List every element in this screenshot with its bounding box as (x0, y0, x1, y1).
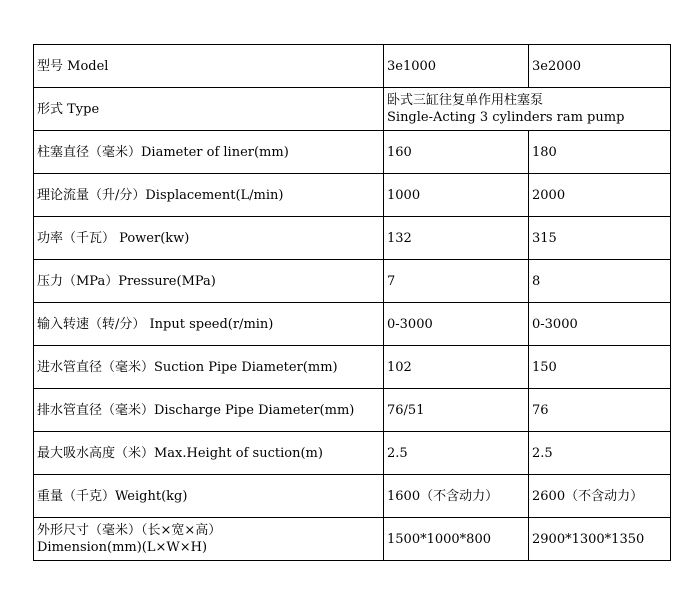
table-header-row (34, 45, 671, 88)
type-label: 形式 Type (34, 88, 384, 131)
row-value-2: 150 (529, 346, 671, 389)
row-value-1: 0-3000 (384, 303, 529, 346)
row-value-2: 0-3000 (529, 303, 671, 346)
row-label: 功率（千瓦） Power(kw) (34, 217, 384, 260)
row-value-2: 315 (529, 217, 671, 260)
type-value (384, 88, 671, 131)
table-row (34, 346, 671, 389)
row-value-1: 102 (384, 346, 529, 389)
spec-table (33, 44, 671, 561)
row-value-2: 8 (529, 260, 671, 303)
row-label: 输入转速（转/分） Input speed(r/min) (34, 303, 384, 346)
table-row (34, 475, 671, 518)
row-value-2: 2600（不含动力） (529, 475, 671, 518)
row-label: 排水管直径（毫米）Discharge Pipe Diameter(mm) (34, 389, 384, 432)
table-row (34, 131, 671, 174)
row-value-2: 2000 (529, 174, 671, 217)
table-row-type (34, 88, 671, 131)
dimension-label (34, 518, 384, 561)
row-label: 进水管直径（毫米）Suction Pipe Diameter(mm) (34, 346, 384, 389)
table-row (34, 389, 671, 432)
row-value-1: 1600（不含动力） (384, 475, 529, 518)
row-value-2: 180 (529, 131, 671, 174)
row-value-1: 7 (384, 260, 529, 303)
type-value-cn: 卧式三缸往复单作用柱塞泵 (387, 93, 544, 108)
row-label: 最大吸水高度（米）Max.Height of suction(m) (34, 432, 384, 475)
row-value-1: 132 (384, 217, 529, 260)
table-row (34, 303, 671, 346)
row-value-2: 2.5 (529, 432, 671, 475)
row-label: 重量（千克）Weight(kg) (34, 475, 384, 518)
dimension-label-en: Dimension(mm)(L×W×H) (37, 540, 208, 555)
dimension-value-1: 1500*1000*800 (384, 518, 529, 561)
row-value-1: 1000 (384, 174, 529, 217)
model-label: 型号 Model (34, 45, 384, 88)
row-label: 压力（MPa）Pressure(MPa) (34, 260, 384, 303)
type-value-en: Single-Acting 3 cylinders ram pump (387, 110, 625, 125)
table-row-dimension (34, 518, 671, 561)
model-col2: 3e2000 (529, 45, 671, 88)
dimension-label-cn: 外形尺寸（毫米）（长×宽×高） (37, 523, 222, 538)
table-row (34, 432, 671, 475)
row-value-2: 76 (529, 389, 671, 432)
row-value-1: 76/51 (384, 389, 529, 432)
dimension-value-2: 2900*1300*1350 (529, 518, 671, 561)
table-row (34, 217, 671, 260)
row-value-1: 2.5 (384, 432, 529, 475)
table-row (34, 174, 671, 217)
table-row (34, 260, 671, 303)
row-label: 柱塞直径（毫米）Diameter of liner(mm) (34, 131, 384, 174)
row-value-1: 160 (384, 131, 529, 174)
row-label: 理论流量（升/分）Displacement(L/min) (34, 174, 384, 217)
model-col1: 3e1000 (384, 45, 529, 88)
